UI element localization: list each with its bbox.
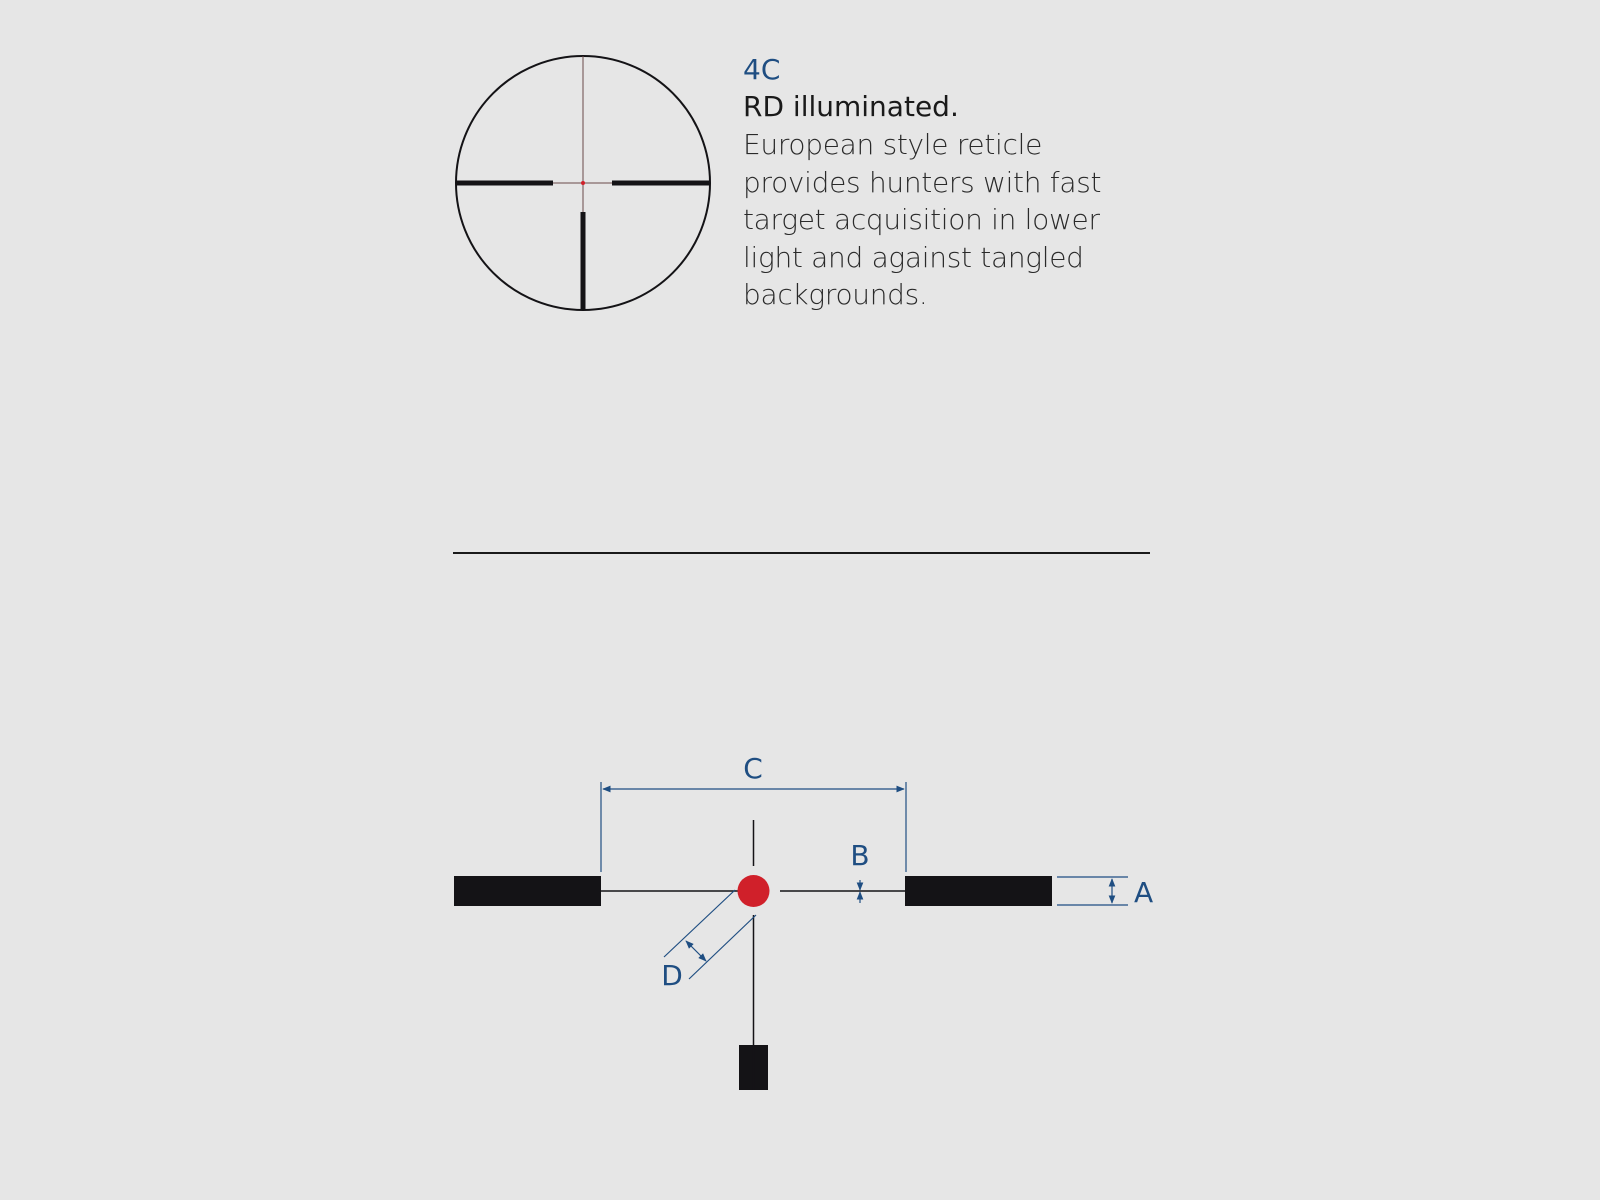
d-extension-upper [664,890,735,957]
reticle-dimension-diagram [0,740,1600,1100]
dimension-label-c: C [743,752,763,785]
dimension-label-d: D [661,959,683,992]
illuminated-center-dot [581,181,585,185]
bottom-thick-post [581,212,586,310]
description-line: provides hunters with fast [743,165,1102,199]
reticle-overview-diagram [452,52,714,314]
dimension-label-a: A [1134,876,1154,909]
description-line: light and against tangled [743,240,1084,274]
left-thick-post [454,876,601,906]
dimension-label-b: B [850,839,870,872]
illuminated-center-dot [738,875,770,907]
reticle-code: 4C [743,53,781,86]
right-thick-post [612,181,710,186]
reticle-description-block [743,52,1163,314]
right-thick-post [905,876,1052,906]
description-line: target acquisition in lower [743,203,1100,236]
d-dimension-arrow [686,941,706,961]
left-thick-post [456,181,553,186]
description-line: European style reticle [743,128,1042,161]
section-divider [453,552,1150,554]
description-line: backgrounds. [743,278,928,311]
reticle-subtitle: RD illuminated. [743,90,959,123]
